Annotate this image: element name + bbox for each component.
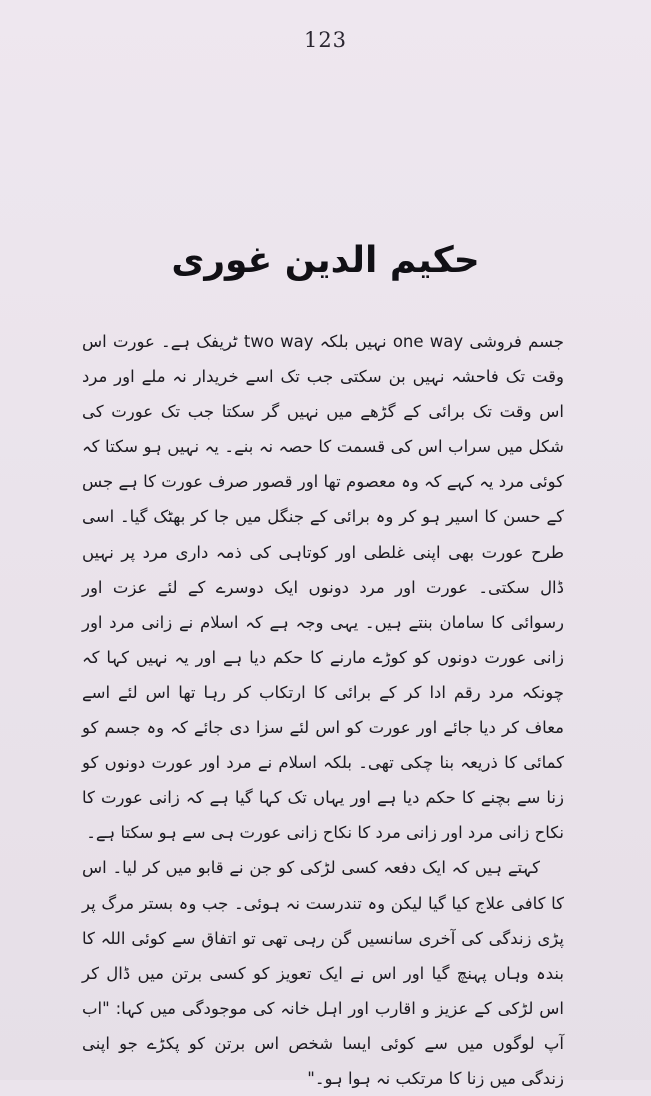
paragraph: کہتے ہیں کہ ایک دفعہ کسی لڑکی کو جن نے قابو میں کر لیا۔ اس کا کافی علاج کیا گیا لیکن وہ تندرست نہ ہوئی۔ جب وہ بستر مرگ پر پڑی زندگی کی آخری سانسیں گن رہی تھی تو اتفاق سے کوئی اللہ کا بندہ وہاں پہنچ گیا اور اس نے ایک تعویز کو کسی برتن میں ڈال کر اس لڑکی کے عزیز و اقارب اور اہل خانہ کی موجودگی میں کہا: "اب آپ لوگوں میں سے کوئی ایسا شخص اس برتن کو پکڑے جو اپنی زندگی میں زنا کا مرتکب نہ ہوا ہو۔" — [82, 858, 564, 1088]
page-number: 123 — [303, 28, 348, 52]
body-text — [82, 324, 564, 1096]
paragraph: جسم فروشی one way نہیں بلکہ two way ٹریفک ہے۔ عورت اس وقت تک فاحشہ نہیں بن سکتی جب تک اسے خریدار نہ ملے اور مرد اس وقت تک برائی کے گڑھے میں نہیں گر سکتا جب تک عورت کی شکل میں سراب اس کی قسمت کا حصہ نہ بنے۔ یہ نہیں ہو سکتا کہ کوئی مرد یہ کہے کہ وہ معصوم تھا اور قصور صرف عورت کا ہے جس کے حسن کا اسیر ہو کر وہ برائی کے جنگل میں جا کر بھٹک گیا۔ اسی طرح عورت بھی اپنی غلطی اور کوتاہی کی ذمہ داری مرد پر نہیں ڈال سکتی۔ عورت اور مرد دونوں ایک دوسرے کے لئے عزت اور رسوائی کا سامان بنتے ہیں۔ یہی وجہ ہے کہ اسلام نے زانی مرد اور زانی عورت دونوں کو کوڑے مارنے کا حکم دیا ہے اور یہ نہیں کہا کہ چونکہ مرد رقم ادا کر کے برائی کا ارتکاب کر رہا تھا اس لئے اسے معاف کر دیا جائے اور عورت کو اس لئے سزا دی جائے کہ وہ جسم کو کمائی کا ذریعہ بنا چکی تھی۔ بلکہ اسلام نے مرد اور عورت دونوں کو زنا سے بچنے کا حکم دیا ہے اور یہاں تک کہا گیا ہے کہ زانی عورت کا نکاح زانی مرد اور زانی مرد کا نکاح زانی عورت ہی سے ہو سکتا ہے۔ — [82, 332, 564, 843]
chapter-title: حکیم الدین غوری — [171, 240, 480, 281]
